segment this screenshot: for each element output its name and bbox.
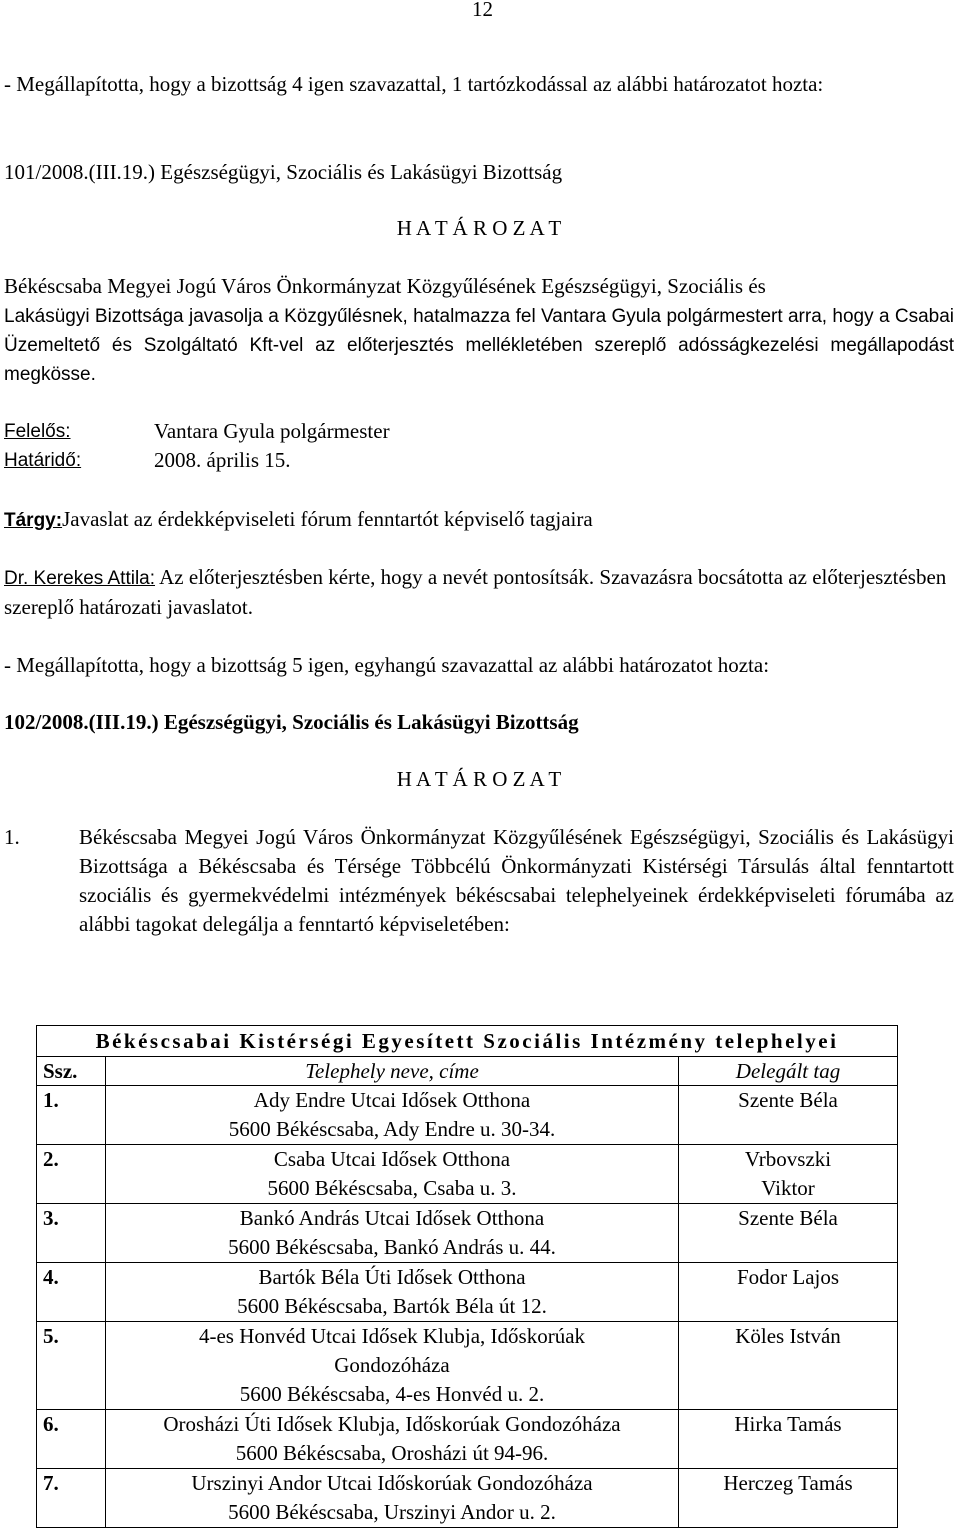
site-address: 5600 Békéscsaba, Bartók Béla út 12.	[237, 1294, 547, 1318]
site-cell	[106, 1204, 679, 1263]
subject-row	[4, 505, 954, 535]
resolution-1-heading: H A T Á R O Z A T	[396, 216, 562, 240]
list-item-text: Békéscsaba Megyei Jogú Város Önkormányzat Közgyűlésének Egészségügyi, Szociális és Lakásügyi Bizottsága a Békéscsaba és Térsége Többcélú Önkormányzati Kistérségi Társulás által fenntartott szociális és gyermekvédelmi intézmények békéscsabai telephelyeinek érdekképviseleti fórumába az alábbi tagokat delegálja a fenntartó képviseletében:	[79, 825, 954, 936]
row-number: 2.	[37, 1145, 106, 1204]
delegate-cell	[679, 1086, 898, 1145]
resolution-1-body-first-line: Békéscsaba Megyei Jogú Város Önkormányzat Közgyűlésének Egészségügyi, Szociális és	[4, 274, 766, 298]
decision-statement-1: - Megállapította, hogy a bizottság 4 igen szavazattal, 1 tartózkodással az alábbi határozatot hozta:	[4, 72, 824, 96]
decision-statement-2: - Megállapította, hogy a bizottság 5 igen, egyhangú szavazattal az alábbi határozatot hozta:	[4, 653, 770, 677]
site-name: Urszinyi Andor Utcai Időskorúak Gondozóháza	[191, 1471, 593, 1495]
delegate-name: Köles István	[735, 1324, 841, 1348]
col-header-ssz: Ssz.	[37, 1057, 106, 1086]
table-title-row	[37, 1026, 898, 1057]
row-number: 7.	[37, 1469, 106, 1528]
deadline-label: Határidő:	[4, 450, 82, 471]
responsible-value: Vantara Gyula polgármester	[154, 419, 390, 443]
delegate-name: Viktor	[761, 1176, 815, 1200]
table-header-row	[37, 1057, 898, 1086]
resolution-1-title: 101/2008.(III.19.) Egészségügyi, Szociális és Lakásügyi Bizottság	[4, 160, 563, 184]
table-body	[37, 1086, 898, 1528]
delegate-name: Szente Béla	[738, 1206, 838, 1230]
subject-label: Tárgy:	[4, 510, 63, 531]
sites-table	[36, 1025, 898, 1528]
site-cell	[106, 1145, 679, 1204]
delegate-name: Szente Béla	[738, 1088, 838, 1112]
col-header-site: Telephely neve, címe	[106, 1057, 679, 1086]
row-number: 6.	[37, 1410, 106, 1469]
delegate-name: Herczeg Tamás	[723, 1471, 853, 1495]
delegate-cell	[679, 1263, 898, 1322]
deadline-value: 2008. április 15.	[154, 448, 291, 472]
resolution-2-heading: H A T Á R O Z A T	[396, 767, 562, 791]
site-name: Ady Endre Utcai Idősek Otthona	[253, 1088, 531, 1112]
resolution-2-list-item	[4, 823, 954, 973]
table-row	[37, 1263, 898, 1322]
delegate-name: Hirka Tamás	[734, 1412, 842, 1436]
resolution-2-title: 102/2008.(III.19.) Egészségügyi, Szociális és Lakásügyi Bizottság	[4, 710, 579, 734]
row-number: 4.	[37, 1263, 106, 1322]
speaker-paragraph	[4, 563, 954, 622]
site-address: 5600 Békéscsaba, Csaba u. 3.	[267, 1176, 517, 1200]
table-row	[37, 1204, 898, 1263]
table-row	[37, 1086, 898, 1145]
delegate-cell	[679, 1410, 898, 1469]
delegate-cell	[679, 1322, 898, 1410]
list-item-number: 1.	[4, 825, 20, 849]
site-name: Csaba Utcai Idősek Otthona	[273, 1147, 511, 1171]
resolution-1-body: Lakásügyi Bizottsága javasolja a Közgyűlésnek, hatalmazza fel Vantara Gyula polgármestert arra, hogy a Csabai Üzemeltető és Szolgáltató Kft-vel az előterjesztés mellékletében szereplő adósságkezelési megállapodást megkösse.	[4, 306, 954, 385]
site-address: 5600 Békéscsaba, Urszinyi Andor u. 2.	[228, 1500, 556, 1524]
row-number: 5.	[37, 1322, 106, 1410]
site-address: 5600 Békéscsaba, 4-es Honvéd u. 2.	[239, 1382, 545, 1406]
site-name: Gondozóháza	[334, 1353, 450, 1377]
col-header-delegate: Delegált tag	[679, 1057, 898, 1086]
page-number: 12	[472, 0, 493, 21]
delegate-cell	[679, 1145, 898, 1204]
table-row	[37, 1469, 898, 1528]
deadline-row	[4, 446, 954, 475]
table-row	[37, 1322, 898, 1410]
site-address: 5600 Békéscsaba, Bankó András u. 44.	[228, 1235, 556, 1259]
speaker-text-1: Az előterjesztésben kérte, hogy a nevét pontosítsák.	[155, 565, 595, 589]
subject-value: Javaslat az érdekképviseleti fórum fenntartót képviselő tagjaira	[62, 507, 593, 531]
site-cell	[106, 1410, 679, 1469]
site-cell	[106, 1086, 679, 1145]
site-cell	[106, 1263, 679, 1322]
site-name: Bankó András Utcai Idősek Otthona	[239, 1206, 545, 1230]
table-row	[37, 1410, 898, 1469]
delegate-cell	[679, 1204, 898, 1263]
site-name: 4-es Honvéd Utcai Idősek Klubja, Időskorúak	[198, 1324, 586, 1348]
site-address: 5600 Békéscsaba, Ady Endre u. 30-34.	[228, 1117, 556, 1141]
delegate-cell	[679, 1469, 898, 1528]
table-row	[37, 1145, 898, 1204]
delegate-name: Fodor Lajos	[736, 1265, 840, 1289]
delegate-name: Vrbovszki	[744, 1147, 832, 1171]
site-name: Orosházi Úti Idősek Klubja, Időskorúak Gondozóháza	[163, 1412, 621, 1436]
responsible-row	[4, 417, 954, 446]
responsible-label: Felelős:	[4, 421, 71, 442]
site-cell	[106, 1322, 679, 1410]
site-address: 5600 Békéscsaba, Orosházi út 94-96.	[235, 1441, 549, 1465]
table-title: Békéscsabai Kistérségi Egyesített Szociális Intézmény telephelyei	[37, 1026, 898, 1057]
speaker-name: Dr. Kerekes Attila:	[4, 568, 156, 589]
site-name: Bartók Béla Úti Idősek Otthona	[258, 1265, 526, 1289]
row-number: 3.	[37, 1204, 106, 1263]
speaker-text-2: Szavazásra bocsátotta az előterjesztésben szereplő határozati javaslatot.	[4, 565, 947, 619]
row-number: 1.	[37, 1086, 106, 1145]
site-cell	[106, 1469, 679, 1528]
